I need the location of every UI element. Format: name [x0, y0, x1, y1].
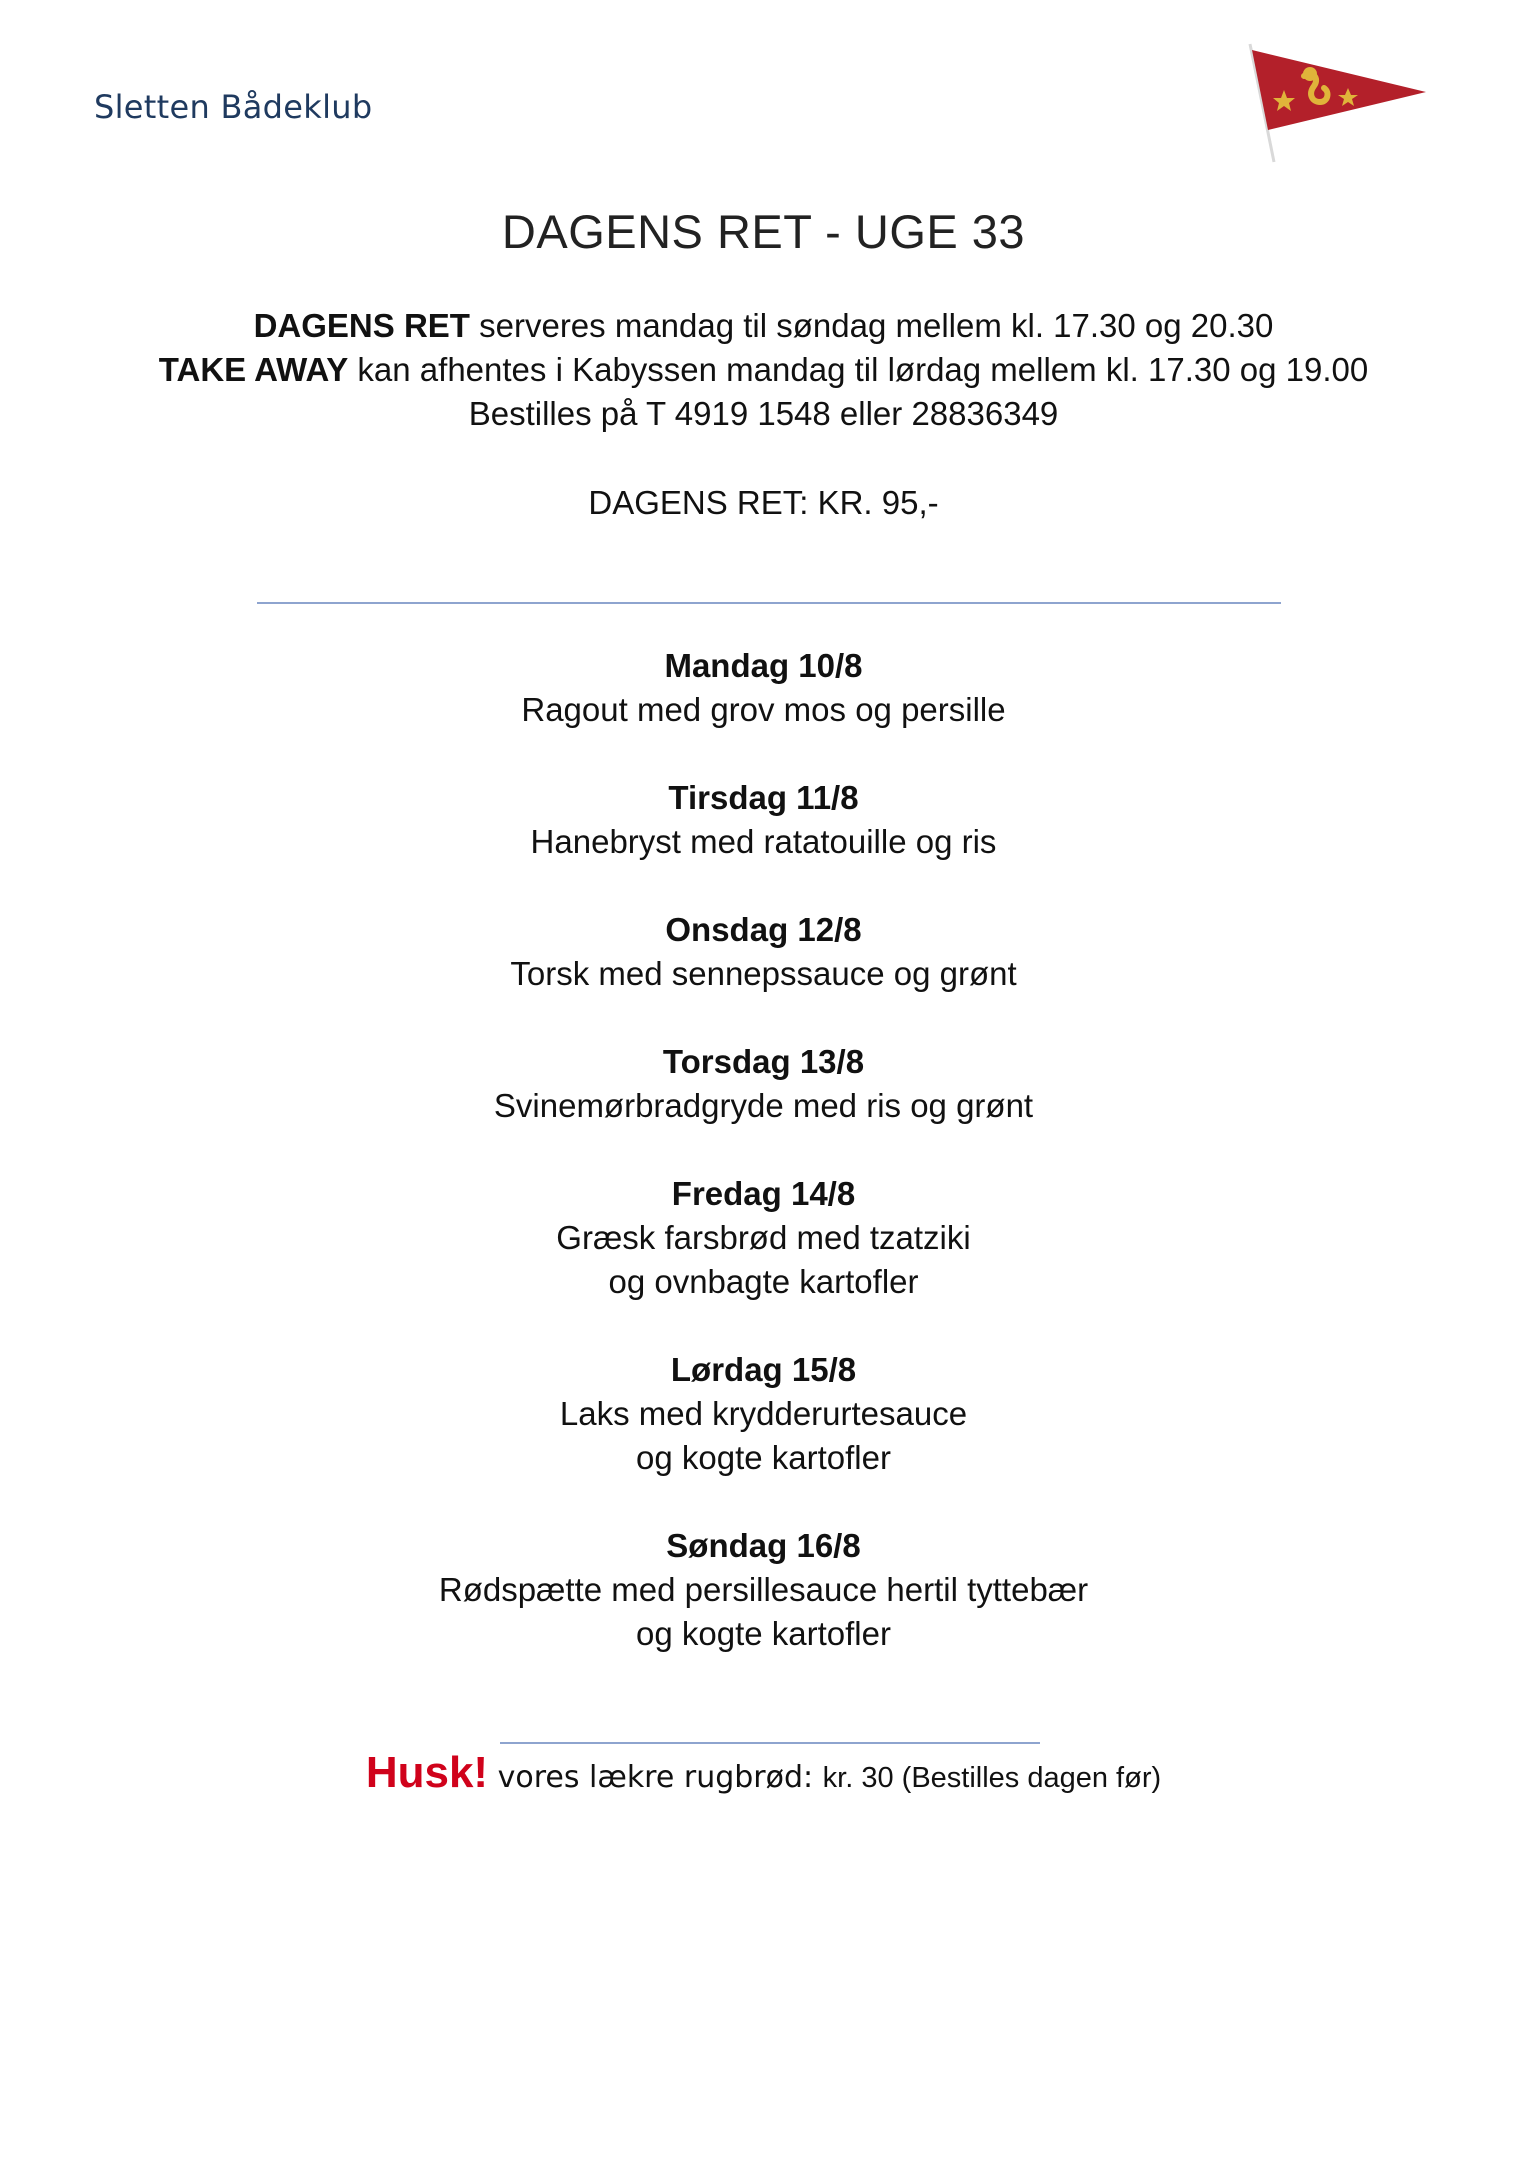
dish-line: Laks med krydderurtesauce [559, 1395, 968, 1432]
info-line-order-phone: Bestilles på T 4919 1548 eller 28836349 [468, 395, 1059, 432]
info-line-take-away [0, 348, 1527, 392]
menu-day [0, 644, 1527, 732]
reminder-text: vores lækre rugbrød: [488, 1760, 823, 1795]
menu-day [0, 1524, 1527, 1656]
day-name: Lørdag 15/8 [670, 1351, 857, 1388]
husk-highlight: Husk! [365, 1748, 489, 1797]
burgee-flag-icon [1240, 38, 1430, 168]
dish-line: Torsk med sennepssauce og grønt [510, 955, 1017, 992]
dish-line: og kogte kartofler [636, 1439, 891, 1476]
info-line-1-text: serveres mandag til søndag mellem kl. 17.30 og 20.30 [469, 307, 1274, 344]
page-title: DAGENS RET - UGE 33 [501, 205, 1026, 258]
reminder-price: kr. 30 (Bestilles dagen før) [822, 1762, 1162, 1794]
day-name: Torsdag 13/8 [662, 1043, 865, 1080]
dish-line: Ragout med grov mos og persille [521, 691, 1006, 728]
info-line-dagens-ret [0, 304, 1527, 348]
divider-top [257, 602, 1281, 604]
dish-line: Rødspætte med persillesauce hertil tyttebær [438, 1571, 1089, 1608]
dish-line: og kogte kartofler [636, 1615, 891, 1652]
divider-bottom [500, 1742, 1040, 1744]
menu-day [0, 776, 1527, 864]
day-name: Tirsdag 11/8 [668, 779, 859, 816]
dish-line: Hanebryst med ratatouille og ris [530, 823, 997, 860]
info-line-2-bold: TAKE AWAY [158, 351, 349, 388]
dish-line: Græsk farsbrød med tzatziki [556, 1219, 971, 1256]
weekly-menu [0, 644, 1527, 1700]
club-name: Sletten Bådeklub [94, 88, 373, 126]
menu-day [0, 1040, 1527, 1128]
info-line-1-bold: DAGENS RET [253, 307, 470, 344]
price-line: DAGENS RET: KR. 95,- [588, 484, 939, 521]
day-name: Fredag 14/8 [671, 1175, 856, 1212]
dish-line: og ovnbagte kartofler [608, 1263, 919, 1300]
day-name: Mandag 10/8 [664, 647, 863, 684]
rye-bread-reminder [0, 1748, 1527, 1798]
menu-day [0, 1172, 1527, 1304]
day-name: Søndag 16/8 [666, 1527, 861, 1564]
menu-day [0, 1348, 1527, 1480]
day-name: Onsdag 12/8 [665, 911, 862, 948]
menu-day [0, 908, 1527, 996]
service-info [0, 304, 1527, 436]
dish-line: Svinemørbradgryde med ris og grønt [493, 1087, 1034, 1124]
info-line-2-text: kan afhentes i Kabyssen mandag til lørdag mellem kl. 17.30 og 19.00 [348, 351, 1369, 388]
